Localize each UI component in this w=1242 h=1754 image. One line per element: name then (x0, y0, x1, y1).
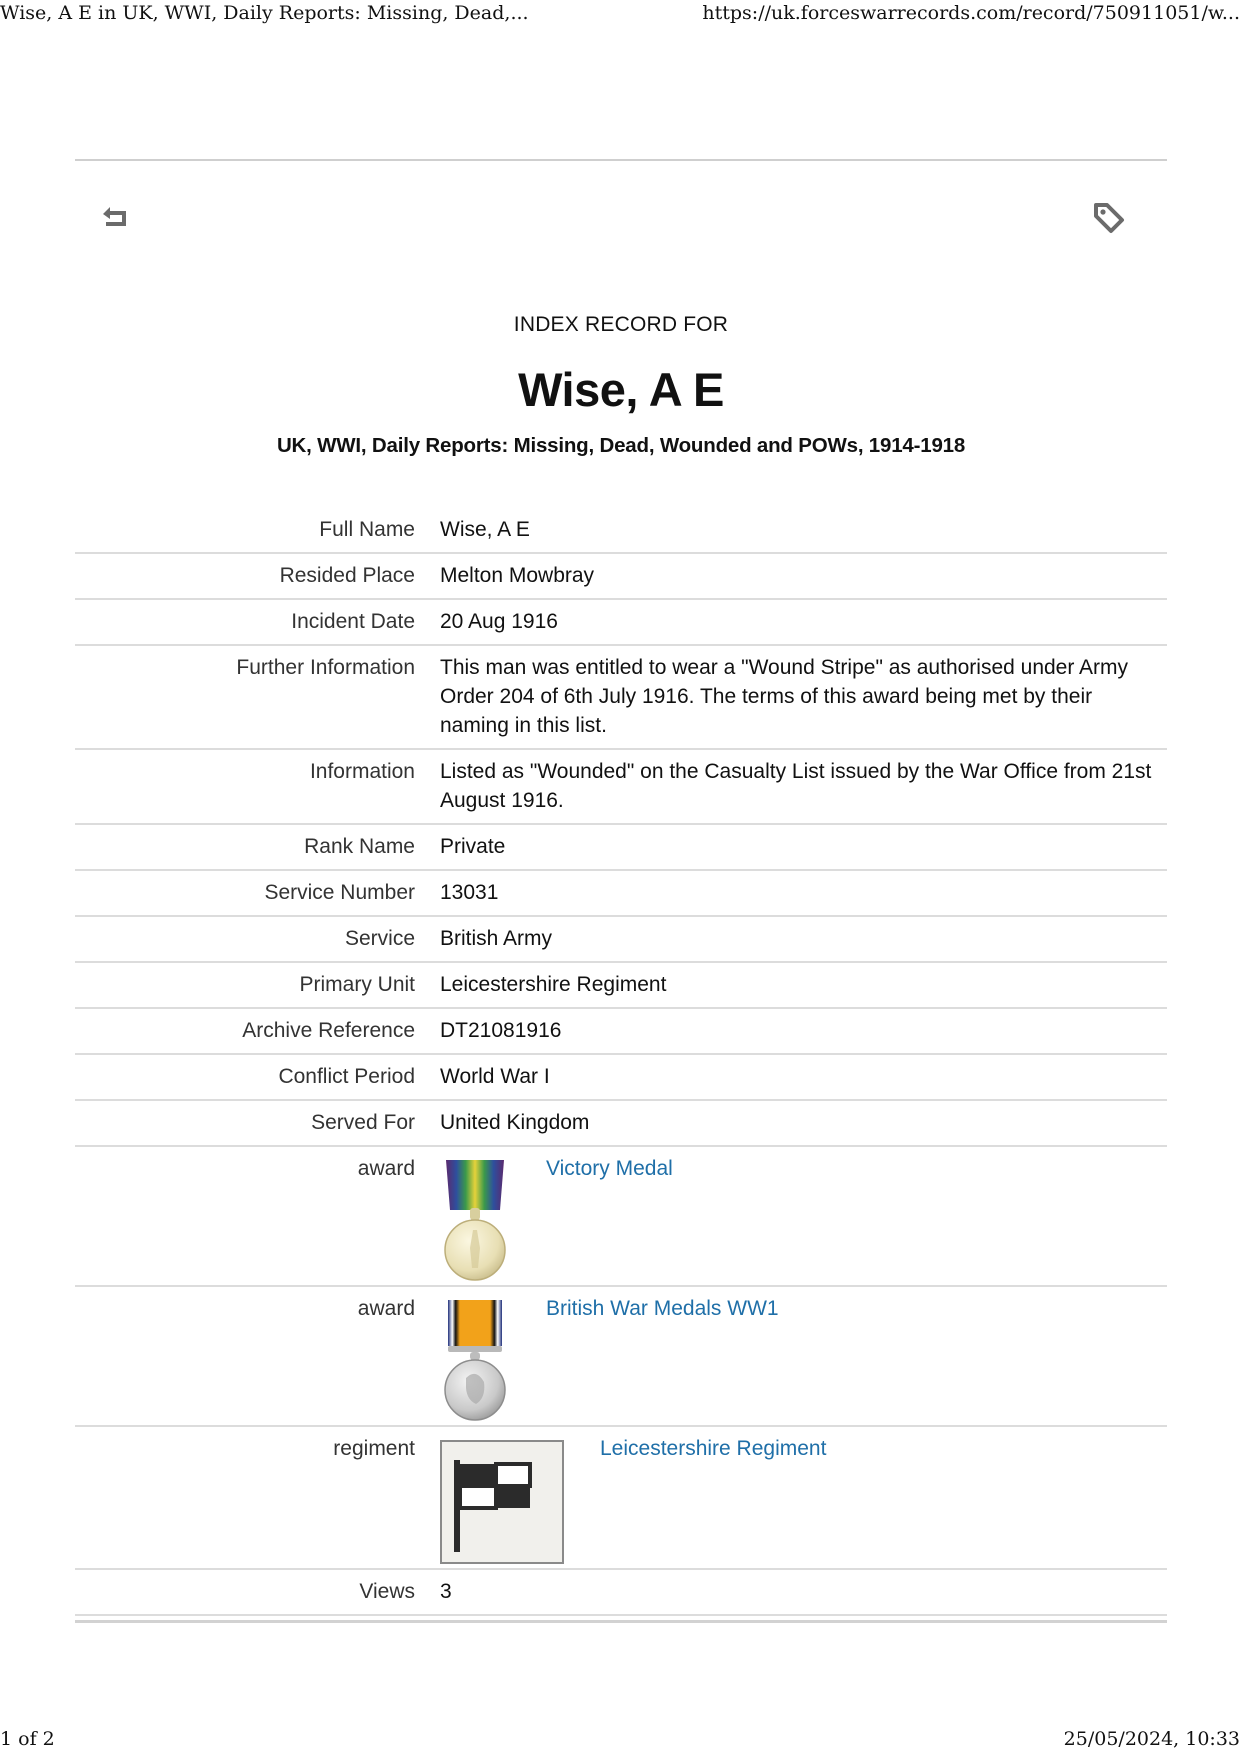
regiment-flag-icon (440, 1440, 564, 1564)
print-url: https://uk.forceswarrecords.com/record/750911051/w... (702, 2, 1240, 24)
field-value: 13031 (440, 881, 499, 904)
field-value: Leicestershire Regiment (440, 973, 667, 996)
field-row-primary-unit (75, 963, 1167, 1009)
field-row-further-information (75, 646, 1167, 750)
regiment-content (440, 1434, 1167, 1564)
field-label: Resided Place (279, 564, 415, 587)
index-record-eyebrow: INDEX RECORD FOR (513, 313, 729, 336)
field-row-views (75, 1570, 1167, 1616)
field-label: Served For (311, 1111, 415, 1134)
field-label: Rank Name (304, 835, 415, 858)
award-content (440, 1294, 1167, 1421)
field-label: award (357, 1297, 415, 1320)
field-row-resided-place (75, 554, 1167, 600)
field-row-award-victory-medal (75, 1147, 1167, 1287)
field-label: Conflict Period (278, 1065, 415, 1088)
field-label: Service (344, 927, 415, 950)
field-label: Information (309, 760, 415, 783)
field-label: Views (359, 1580, 415, 1603)
field-row-full-name (75, 508, 1167, 554)
field-value: 20 Aug 1916 (440, 610, 558, 633)
field-row-service-number (75, 871, 1167, 917)
field-label: regiment (333, 1437, 415, 1460)
field-row-information (75, 750, 1167, 825)
tag-icon[interactable] (1093, 202, 1125, 234)
field-row-incident-date (75, 600, 1167, 646)
print-footer (0, 1728, 1242, 1750)
field-row-rank-name (75, 825, 1167, 871)
field-value: This man was entitled to wear a "Wound Stripe" as authorised under Army Order 204 of 6th July 1916. The terms of this award being met by their naming in this list. (440, 656, 1129, 737)
field-row-served-for (75, 1101, 1167, 1147)
field-label: Further Information (236, 656, 415, 679)
field-value: British Army (440, 927, 553, 950)
record-card-bottom-border (75, 1620, 1167, 1623)
field-row-award-british-war-medal (75, 1287, 1167, 1427)
back-arrow-icon[interactable] (100, 202, 134, 232)
british-war-medal-image (440, 1298, 510, 1421)
victory-medal-link[interactable]: Victory Medal (546, 1157, 673, 1180)
print-timestamp: 25/05/2024, 10:33 (1063, 1728, 1240, 1750)
field-label: Incident Date (291, 610, 415, 633)
field-label: Primary Unit (299, 973, 415, 996)
print-header (0, 2, 1242, 24)
record-fields (75, 508, 1167, 1616)
field-value: Wise, A E (440, 518, 530, 541)
field-value: United Kingdom (440, 1111, 590, 1134)
field-row-archive-reference (75, 1009, 1167, 1055)
collection-title: UK, WWI, Daily Reports: Missing, Dead, Wounded and POWs, 1914-1918 (276, 434, 966, 457)
award-content (440, 1154, 1167, 1281)
field-row-regiment (75, 1427, 1167, 1570)
field-label: Archive Reference (242, 1019, 415, 1042)
victory-medal-image (440, 1158, 510, 1281)
field-value: DT21081916 (440, 1019, 562, 1042)
field-value: Melton Mowbray (440, 564, 595, 587)
print-page-number: 1 of 2 (0, 1728, 55, 1750)
field-row-conflict-period (75, 1055, 1167, 1101)
field-label: award (357, 1157, 415, 1180)
field-value: 3 (440, 1580, 452, 1603)
field-label: Service Number (264, 881, 415, 904)
field-value: Private (440, 835, 506, 858)
record-name-title: Wise, A E (518, 363, 724, 416)
field-label: Full Name (319, 518, 415, 541)
print-page-title: Wise, A E in UK, WWI, Daily Reports: Missing, Dead,... (0, 2, 529, 24)
british-war-medal-link[interactable]: British War Medals WW1 (546, 1297, 779, 1320)
leicestershire-regiment-link[interactable]: Leicestershire Regiment (600, 1437, 827, 1460)
field-row-service (75, 917, 1167, 963)
record-card-top-border (75, 159, 1167, 161)
field-value: World War I (440, 1065, 550, 1088)
field-value: Listed as "Wounded" on the Casualty List issued by the War Office from 21st August 1916. (440, 760, 1152, 812)
